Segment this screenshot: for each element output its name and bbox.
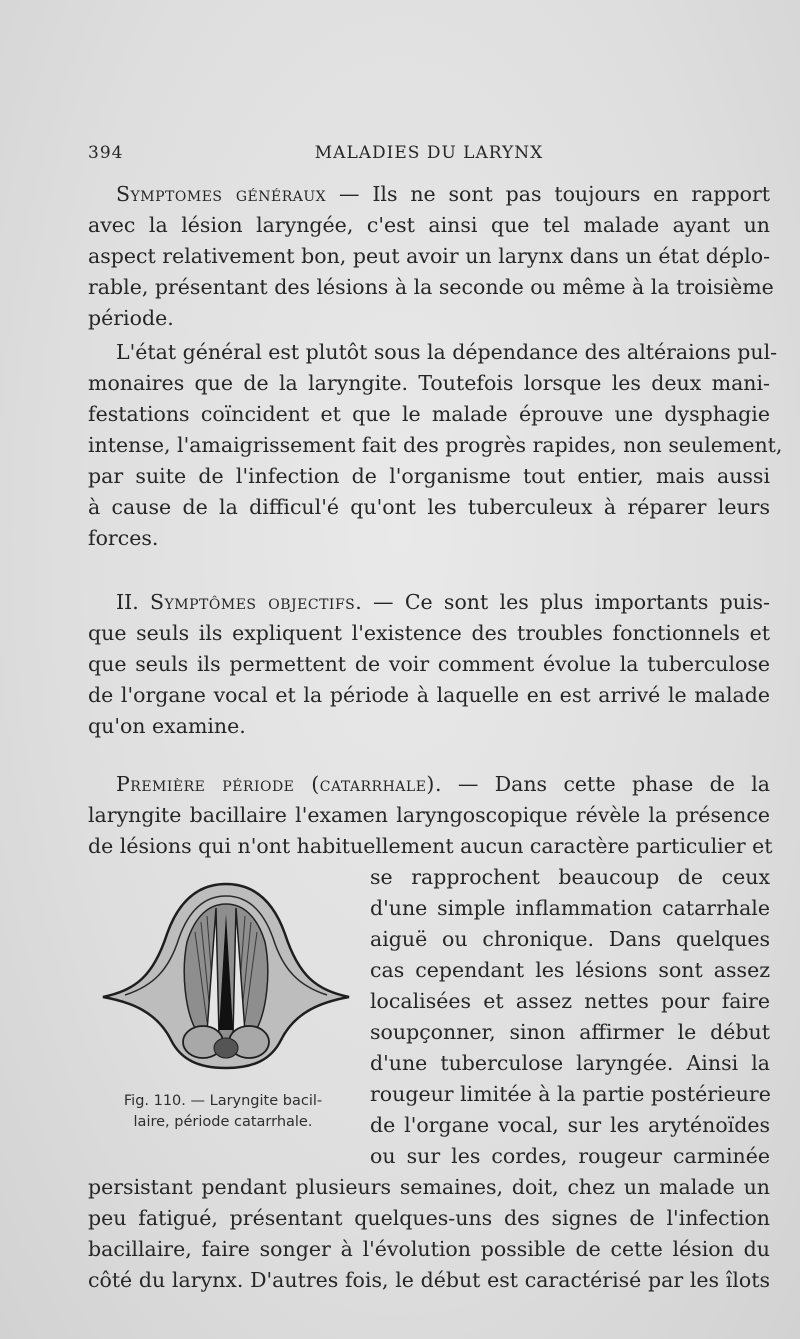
paragraph-line: de lésions qui n'ont habituellement aucun caractère particulier et (88, 834, 773, 858)
paragraph-line: de l'organe vocal, sur les aryténoïdes (370, 1113, 770, 1137)
section-heading: Symptômes objectifs (150, 590, 356, 614)
paragraph-line: monaires que de la laryngite. Toutefois lorsque les deux mani- (88, 371, 770, 395)
paragraph-line: ou sur les cordes, rougeur carminée (370, 1144, 770, 1168)
paragraph-line: cas cependant les lésions sont assez (370, 958, 770, 982)
section-heading: Symptomes généraux (116, 182, 327, 206)
paragraph-line: côté du larynx. D'autres fois, le début est caractérisé par les îlots (88, 1268, 770, 1292)
paragraph-line: intense, l'amaigrissement fait des progrès rapides, non seulement, (88, 433, 783, 457)
paragraph-line: bacillaire, faire songer à l'évolution possible de cette lésion du (88, 1237, 770, 1261)
section-heading: Première période (catarrhale) (116, 772, 435, 796)
paragraph-line: de l'organe vocal et la période à laquelle en est arrivé le malade (88, 683, 770, 707)
larynx-illustration (95, 872, 357, 1072)
section-numeral: II. (116, 590, 139, 614)
paragraph-line: d'une tuberculose laryngée. Ainsi la (370, 1051, 770, 1075)
paragraph-line: Première période (catarrhale). — Dans cette phase de la (116, 772, 771, 796)
paragraph-line: qu'on examine. (88, 714, 246, 738)
paragraph-line: aspect relativement bon, peut avoir un larynx dans un état déplo- (88, 244, 770, 268)
running-title: MALADIES DU LARYNX (314, 143, 544, 163)
caption-line: Fig. 110. — Laryngite bacil- (123, 1093, 323, 1109)
paragraph-line: Symptomes généraux — Ils ne sont pas toujours en rapport (116, 182, 770, 206)
paragraph-line: que seuls ils permettent de voir comment évolue la tuberculose (88, 652, 770, 676)
paragraph-line: que seuls ils expliquent l'existence des troubles fonctionnels et (88, 621, 770, 645)
page-number: 394 (88, 143, 124, 163)
page-header (88, 143, 770, 167)
paragraph-line: persistant pendant plusieurs semaines, doit, chez un malade un (88, 1175, 770, 1199)
paragraph-line: forces. (88, 526, 159, 550)
paragraph-line: rougeur limitée à la partie postérieure (370, 1082, 771, 1106)
figure-caption (88, 1091, 358, 1133)
paragraph-line: laryngite bacillaire l'examen laryngoscopique révèle la présence (88, 803, 770, 827)
paragraph-line: rable, présentant des lésions à la seconde ou même à la troisième (88, 275, 774, 299)
paragraph-line: se rapprochent beaucoup de ceux (370, 865, 770, 889)
paragraph-line: aiguë ou chronique. Dans quelques (370, 927, 770, 951)
paragraph-line: II. Symptômes objectifs. — Ce sont les plus importants puis- (116, 590, 770, 614)
paragraph-line: localisées et assez nettes pour faire (370, 989, 770, 1013)
caption-line: laire, période catarrhale. (133, 1114, 313, 1130)
paragraph-line: festations coïncident et que le malade éprouve une dysphagie (88, 402, 770, 426)
paragraph-line: L'état général est plutôt sous la dépendance des altéraions pul- (116, 340, 778, 364)
paragraph-line: soupçonner, sinon affirmer le début (370, 1020, 770, 1044)
paragraph-line: par suite de l'infection de l'organisme tout entier, mais aussi (88, 464, 770, 488)
paragraph-line: période. (88, 306, 174, 330)
paragraph-line: d'une simple inflammation catarrhale (370, 896, 770, 920)
paragraph-line: avec la lésion laryngée, c'est ainsi que tel malade ayant un (88, 213, 770, 237)
paragraph-line: à cause de la difficul'é qu'ont les tuberculeux à réparer leurs (88, 495, 770, 519)
paragraph-line: peu fatigué, présentant quelques-uns des signes de l'infection (88, 1206, 770, 1230)
